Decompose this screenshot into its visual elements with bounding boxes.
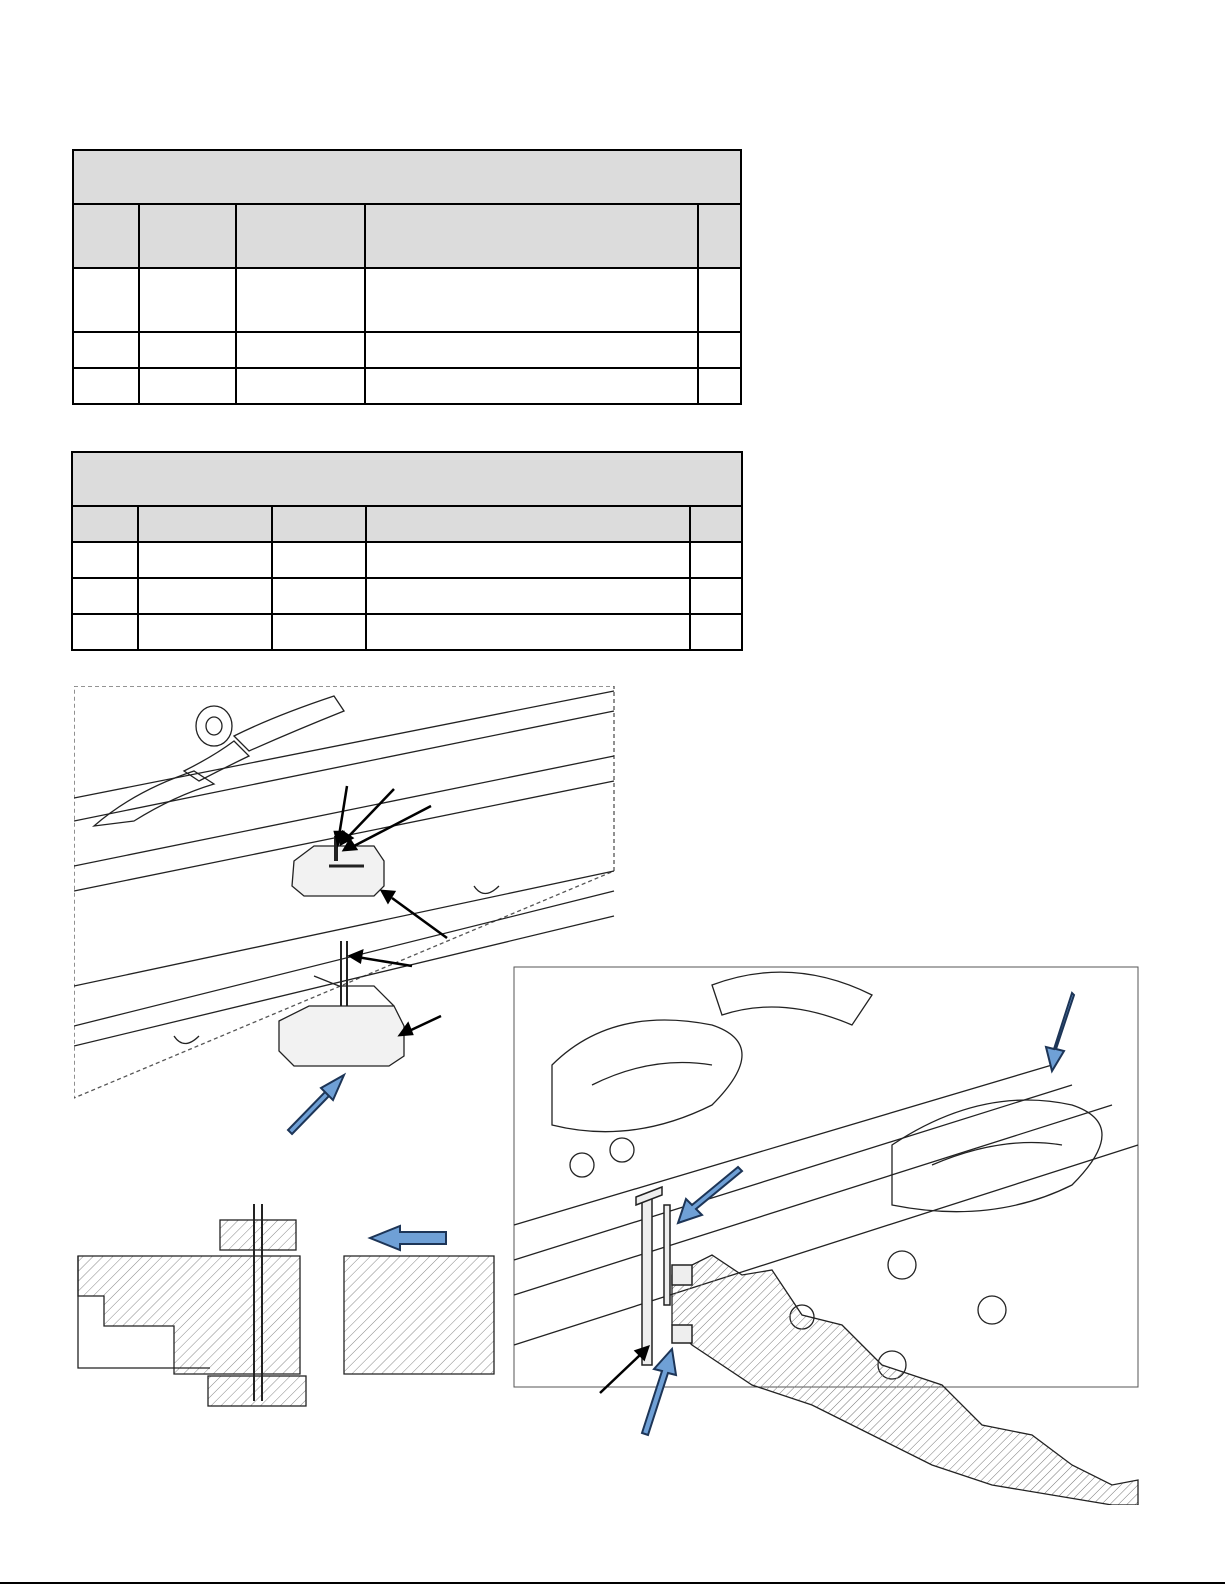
table-cell xyxy=(366,614,690,650)
table-cell xyxy=(73,332,139,368)
column-header xyxy=(236,204,365,268)
table-row xyxy=(72,578,742,614)
table-row xyxy=(72,542,742,578)
column-header xyxy=(698,204,741,268)
table-cell xyxy=(366,542,690,578)
table-cell xyxy=(690,578,742,614)
table-cell xyxy=(72,542,138,578)
blue-arrow-icon xyxy=(288,1075,344,1134)
table-cell xyxy=(139,268,236,332)
table-cell xyxy=(272,542,366,578)
parts-table-1 xyxy=(72,149,742,405)
table-cell xyxy=(236,332,365,368)
table-cell xyxy=(365,368,698,404)
column-header xyxy=(365,204,698,268)
table-cell xyxy=(73,368,139,404)
cross-section-drawing xyxy=(74,1196,498,1412)
table-cell xyxy=(72,578,138,614)
table-cell xyxy=(365,268,698,332)
page-bottom-rule xyxy=(0,1582,1225,1584)
column-header xyxy=(138,506,272,542)
table-cell xyxy=(690,614,742,650)
table-cell xyxy=(272,614,366,650)
table-row xyxy=(73,368,741,404)
table-cell xyxy=(272,578,366,614)
column-header xyxy=(72,506,138,542)
table-cell xyxy=(236,368,365,404)
table-cell xyxy=(138,542,272,578)
table-cell xyxy=(698,368,741,404)
table-cell xyxy=(72,614,138,650)
mold-assembly-drawing xyxy=(512,965,1142,1505)
table-cell xyxy=(139,332,236,368)
table-cell xyxy=(138,614,272,650)
table-row xyxy=(73,332,741,368)
table-cell xyxy=(73,268,139,332)
column-header xyxy=(690,506,742,542)
table-cell xyxy=(698,332,741,368)
column-header xyxy=(139,204,236,268)
table-cell xyxy=(690,542,742,578)
column-header xyxy=(73,204,139,268)
table-title xyxy=(73,150,741,204)
table-row xyxy=(73,268,741,332)
column-header xyxy=(272,506,366,542)
table-cell xyxy=(365,332,698,368)
table-cell xyxy=(138,578,272,614)
table-cell xyxy=(366,578,690,614)
table-row xyxy=(72,614,742,650)
table-cell xyxy=(236,268,365,332)
parts-table-2 xyxy=(71,451,743,651)
table-title xyxy=(72,452,742,506)
table-cell xyxy=(139,368,236,404)
table-cell xyxy=(698,268,741,332)
blue-arrow-icon xyxy=(370,1226,446,1250)
column-header xyxy=(366,506,690,542)
